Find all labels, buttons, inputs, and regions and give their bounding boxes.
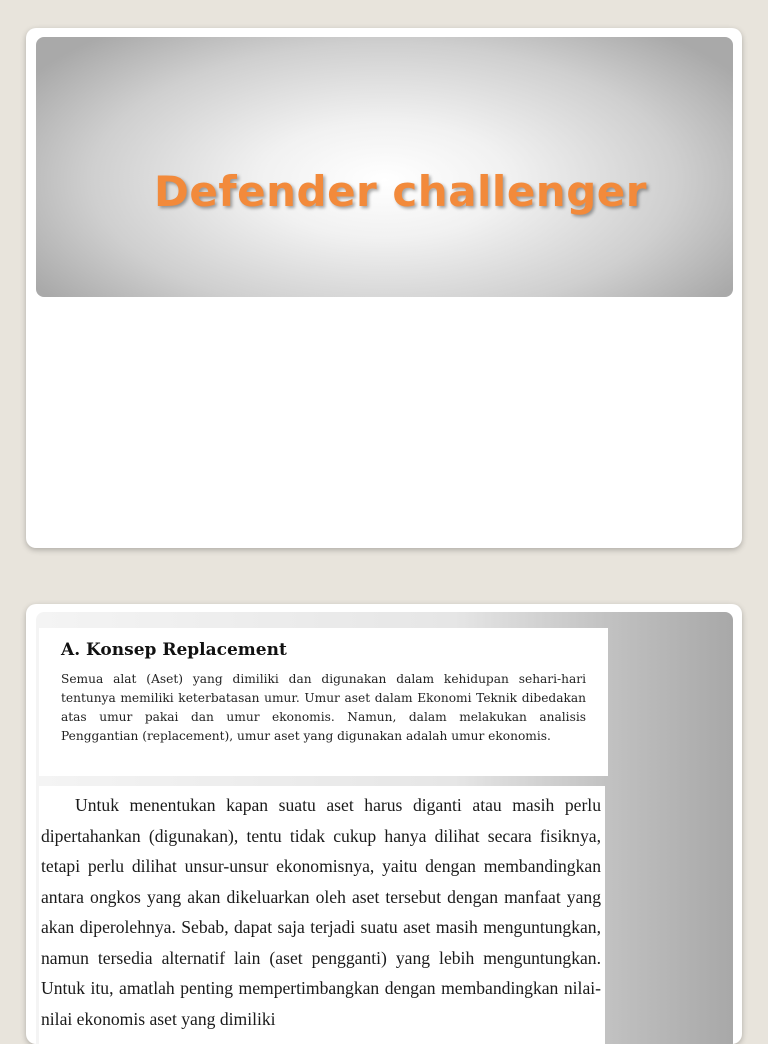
scanned-excerpt-1	[39, 628, 608, 776]
title-slide	[26, 28, 742, 548]
section-heading: A. Konsep Replacement	[61, 640, 287, 660]
content-slide	[26, 604, 742, 1044]
slide-title: Defender challenger	[154, 167, 647, 216]
main-paragraph: Untuk menentukan kapan suatu aset harus diganti atau masih perlu dipertahankan (digunakan), tentu tidak cukup hanya dilihat secara fisiknya, tetapi perlu dilihat unsur-unsur ekonomisnya, yaitu dengan membandingkan antara ongkos yang akan dikeluarkan oleh aset tersebut dengan manfaat yang akan diperolehnya. Sebab, dapat saja terjadi suatu aset masih menguntungkan, namun tersedia alternatif lain (aset pengganti) yang lebih menguntungkan. Untuk itu, amatlah penting mempertimbangkan dengan membandingkan nilai-nilai ekonomis aset yang dimiliki	[41, 795, 601, 1029]
title-banner	[36, 37, 733, 297]
intro-paragraph: Semua alat (Aset) yang dimiliki dan digunakan dalam kehidupan sehari-hari tentunya memiliki keterbatasan umur. Umur aset dalam Ekonomi Teknik dibedakan atas umur pakai dan umur ekonomis. Namun, dalam melakukan analisis Penggantian (replacement), umur aset yang digunakan adalah umur ekonomis.	[61, 672, 586, 743]
scanned-excerpt-2	[39, 786, 605, 1044]
